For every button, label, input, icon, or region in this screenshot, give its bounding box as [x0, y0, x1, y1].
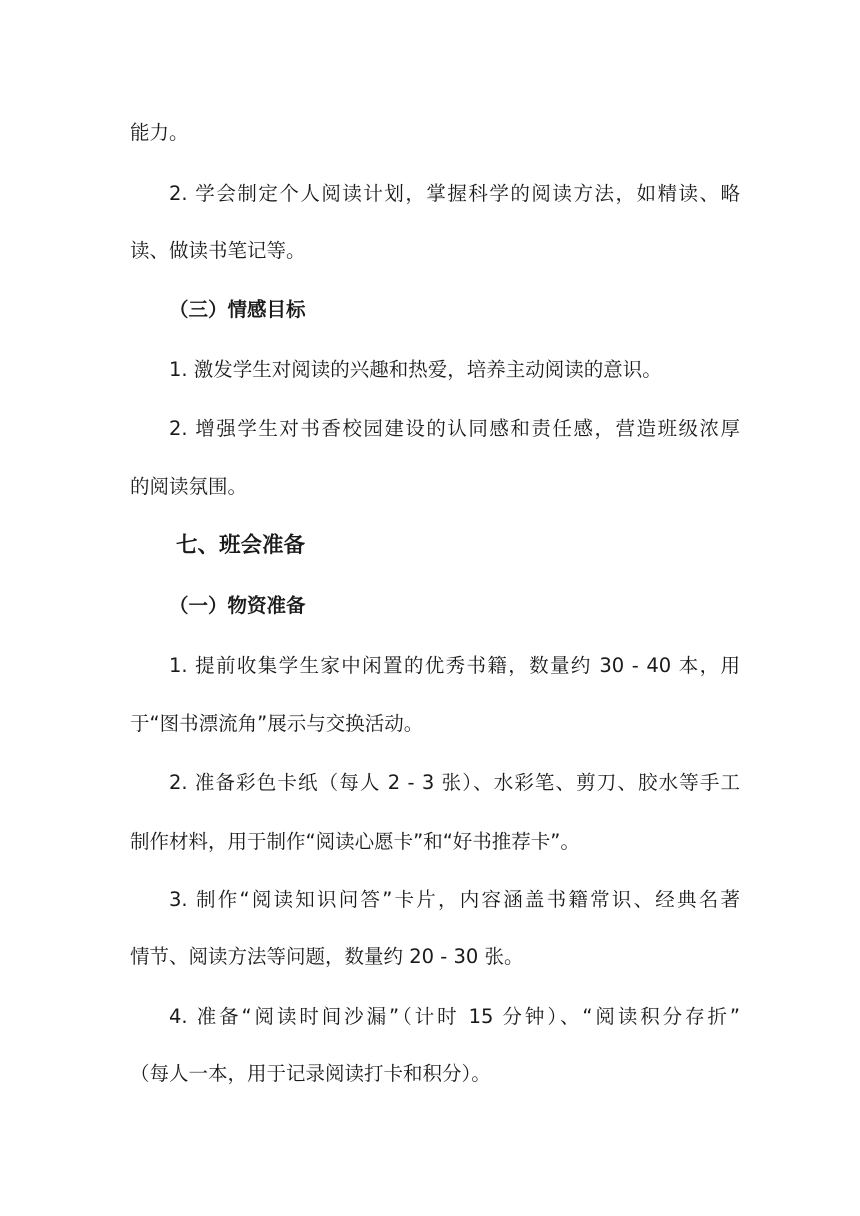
material-item-4-line-1: 4. 准备“阅读时间沙漏”（计时 15 分钟）、“阅读积分存折” [169, 1005, 740, 1028]
emotion-goal-2-line-1: 2. 增强学生对书香校园建设的认同感和责任感，营造班级浓厚 [169, 417, 740, 440]
material-item-2-line-1: 2. 准备彩色卡纸（每人 2 - 3 张）、水彩笔、剪刀、胶水等手工 [169, 771, 740, 794]
emotion-goal-1: 1. 激发学生对阅读的兴趣和热爱，培养主动阅读的意识。 [169, 358, 662, 381]
material-item-2-line-2: 制作材料，用于制作“阅读心愿卡”和“好书推荐卡”。 [130, 830, 580, 853]
emotion-goal-2-line-2: 的阅读氛围。 [130, 475, 248, 498]
material-item-1-line-2: 于“图书漂流角”展示与交换活动。 [130, 712, 424, 735]
material-item-3-line-2: 情节、阅读方法等问题，数量约 20 - 30 张。 [130, 945, 524, 968]
paragraph-continuation: 能力。 [130, 121, 189, 144]
material-item-4-line-2: （每人一本，用于记录阅读打卡和积分）。 [130, 1062, 491, 1085]
material-item-3-line-1: 3. 制作“阅读知识问答”卡片，内容涵盖书籍常识、经典名著 [169, 888, 740, 911]
skill-goal-2-line-2: 读、做读书笔记等。 [130, 239, 306, 262]
material-item-1-line-1: 1. 提前收集学生家中闲置的优秀书籍，数量约 30 - 40 本，用 [169, 654, 740, 677]
section-heading-emotion-goals: （三）情感目标 [169, 298, 306, 321]
section-heading-materials: （一）物资准备 [169, 594, 306, 617]
skill-goal-2-line-1: 2. 学会制定个人阅读计划，掌握科学的阅读方法，如精读、略 [169, 182, 740, 205]
chapter-heading-preparation: 七、班会准备 [176, 533, 306, 558]
